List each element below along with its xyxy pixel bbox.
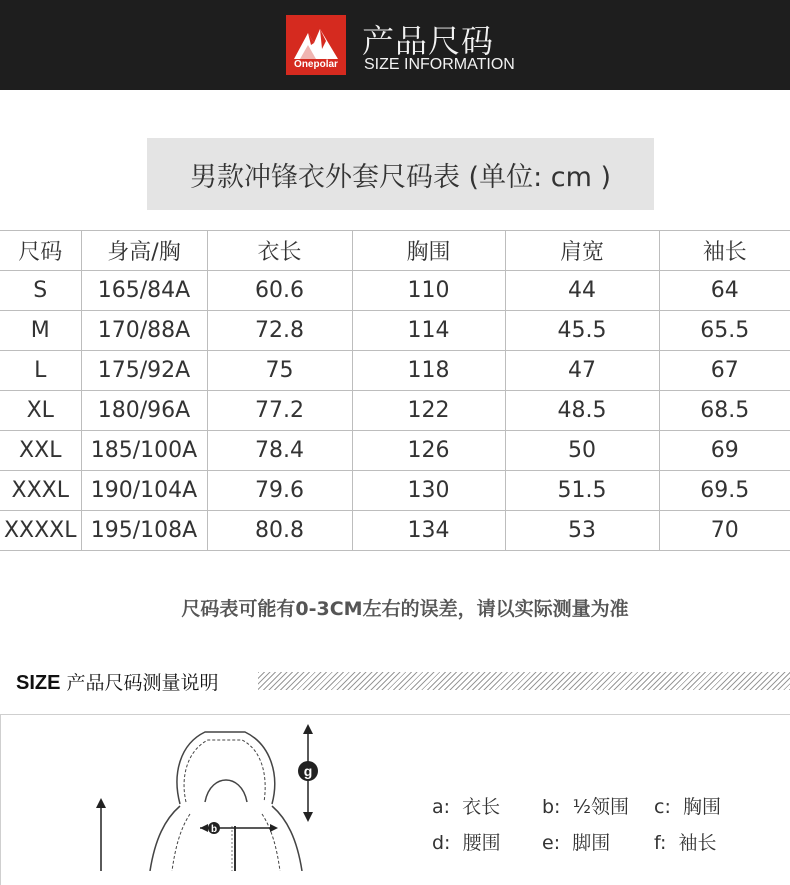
table-cell: 175/92A (81, 351, 207, 391)
table-cell: 79.6 (207, 471, 352, 511)
measure-b-arrow-left (200, 824, 208, 832)
table-cell: 69 (659, 431, 790, 471)
legend-item (654, 792, 721, 819)
left-shoulder (150, 806, 180, 871)
legend-label: 胸围 (682, 796, 721, 818)
legend-key: a: (432, 796, 451, 818)
table-header-row (0, 231, 790, 271)
legend-key: e: (542, 832, 561, 854)
table-cell: 114 (352, 311, 505, 351)
table-cell: XXL (0, 431, 81, 471)
brand-logo (286, 15, 346, 75)
table-cell: S (0, 271, 81, 311)
table-cell: 195/108A (81, 511, 207, 551)
measure-b-arrow-right (270, 824, 278, 832)
measure-a-arrow-top (96, 798, 106, 808)
header-cell: 身高/胸 (81, 231, 207, 271)
table-cell: 44 (505, 271, 659, 311)
page-subtitle: SIZE INFORMATION (364, 56, 515, 73)
legend-item (432, 828, 501, 855)
measure-b-label: b (210, 824, 218, 835)
right-seam (262, 814, 280, 871)
table-cell: 130 (352, 471, 505, 511)
table-cell: 51.5 (505, 471, 659, 511)
legend-label: 脚围 (572, 832, 611, 854)
legend-key: f: (654, 832, 667, 854)
legend-label: 衣长 (462, 796, 501, 818)
legend-label: 腰围 (462, 832, 501, 854)
legend-item (542, 792, 629, 819)
table-cell: 48.5 (505, 391, 659, 431)
legend-key: d: (432, 832, 451, 854)
table-cell: M (0, 311, 81, 351)
header-bar (0, 0, 790, 90)
table-title: 男款冲锋衣外套尺码表 (单位: cm ) (147, 138, 654, 210)
table-cell: 65.5 (659, 311, 790, 351)
section-heading-en: SIZE (16, 672, 61, 694)
table-cell: 77.2 (207, 391, 352, 431)
table-cell: 50 (505, 431, 659, 471)
jacket-diagram (0, 714, 420, 871)
size-table (0, 230, 790, 551)
table-cell: XL (0, 391, 81, 431)
measurement-note: 尺码表可能有0-3CM左右的误差，请以实际测量为准 (181, 598, 629, 620)
measure-g-arrow-top (303, 724, 313, 734)
header-cell: 尺码 (0, 231, 81, 271)
table-cell: 69.5 (659, 471, 790, 511)
legend-label: ½领围 (572, 796, 629, 818)
table-row (0, 511, 790, 551)
table-cell: L (0, 351, 81, 391)
table-row (0, 431, 790, 471)
table-cell: 53 (505, 511, 659, 551)
table-cell: 64 (659, 271, 790, 311)
table-cell: 126 (352, 431, 505, 471)
header-cell: 衣长 (207, 231, 352, 271)
legend-item (542, 828, 610, 855)
table-cell: XXXL (0, 471, 81, 511)
table-cell: 47 (505, 351, 659, 391)
section-heading (16, 668, 219, 695)
right-shoulder (272, 806, 302, 871)
table-cell: 122 (352, 391, 505, 431)
header-cell: 袖长 (659, 231, 790, 271)
table-cell: 185/100A (81, 431, 207, 471)
page-title: 产品尺码 (362, 22, 495, 60)
measure-g-arrow-bottom (303, 812, 313, 822)
table-cell: 72.8 (207, 311, 352, 351)
table-row (0, 471, 790, 511)
table-cell: XXXXL (0, 511, 81, 551)
collar-outline (205, 780, 247, 802)
hood-outline (177, 732, 275, 804)
header-cell: 肩宽 (505, 231, 659, 271)
header-cell: 胸围 (352, 231, 505, 271)
table-cell: 180/96A (81, 391, 207, 431)
table-cell: 110 (352, 271, 505, 311)
table-cell: 190/104A (81, 471, 207, 511)
table-cell: 68.5 (659, 391, 790, 431)
table-row (0, 271, 790, 311)
table-cell: 118 (352, 351, 505, 391)
legend-label: 袖长 (678, 832, 717, 854)
legend-key: b: (542, 796, 561, 818)
table-cell: 70 (659, 511, 790, 551)
brand-name: Onepolar (294, 59, 338, 70)
table-cell: 60.6 (207, 271, 352, 311)
table-cell: 75 (207, 351, 352, 391)
measure-g-label: g (303, 763, 313, 779)
hood-stitch (184, 740, 265, 802)
table-cell: 78.4 (207, 431, 352, 471)
table-cell: 80.8 (207, 511, 352, 551)
hatch-divider (258, 672, 790, 690)
legend-item (654, 828, 717, 855)
table-row (0, 351, 790, 391)
table-cell: 45.5 (505, 311, 659, 351)
table-cell: 67 (659, 351, 790, 391)
legend-item (432, 792, 500, 819)
table-cell: 170/88A (81, 311, 207, 351)
table-cell: 134 (352, 511, 505, 551)
table-row (0, 391, 790, 431)
table-cell: 165/84A (81, 271, 207, 311)
table-row (0, 311, 790, 351)
section-heading-cn: 产品尺码测量说明 (66, 672, 219, 694)
legend-key: c: (654, 796, 671, 818)
left-seam (172, 814, 190, 871)
